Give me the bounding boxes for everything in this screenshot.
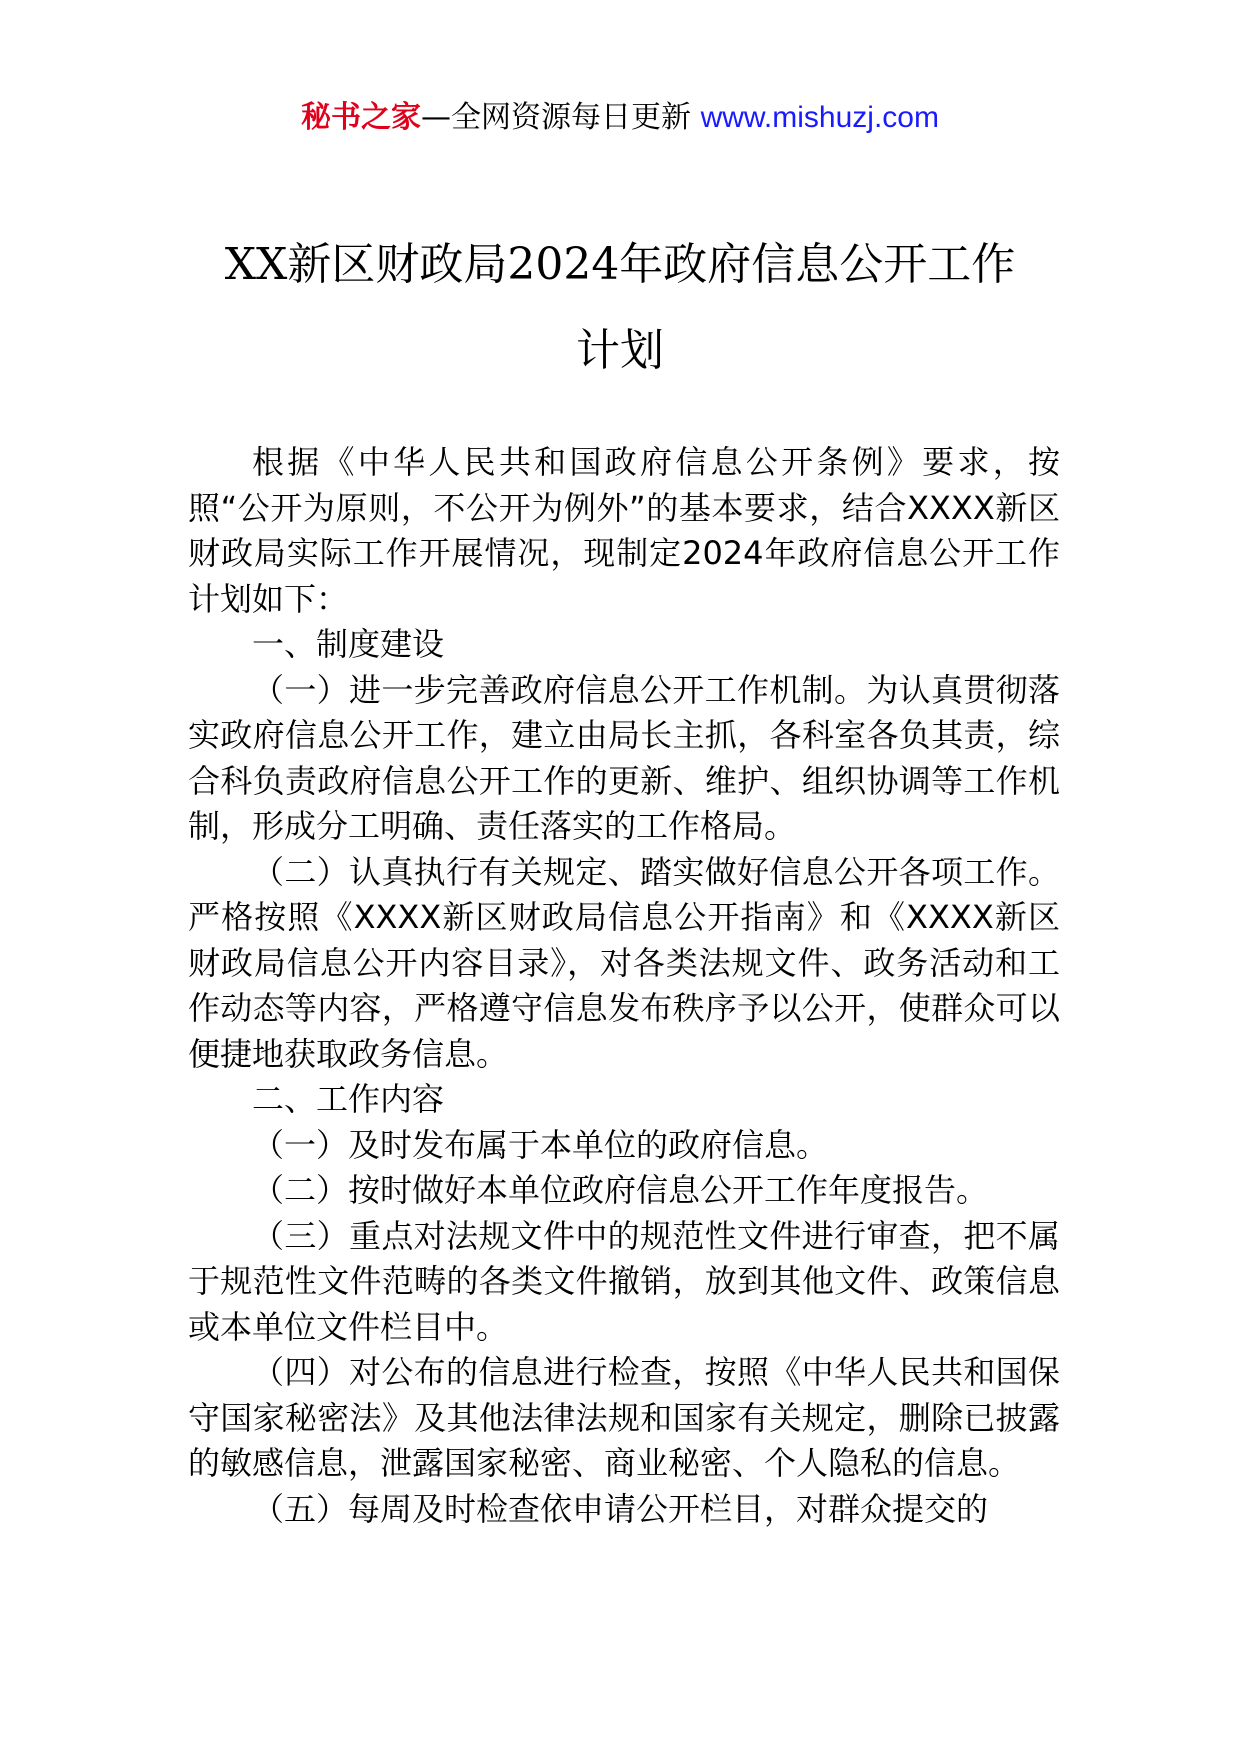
body-paragraph: （二）按时做好本单位政府信息公开工作年度报告。 — [252, 1171, 989, 1209]
document-title — [150, 222, 1090, 394]
body-paragraph: （四）对公布的信息进行检查，按照《中华人民共和国保守国家秘密法》及其他法律法规和国家有关规定，删除已披露的敏感信息，泄露国家秘密、商业秘密、个人隐私的信息。 — [188, 1353, 1060, 1482]
body-paragraph: （五）每周及时检查依申请公开栏目，对群众提交的 — [252, 1489, 989, 1528]
site-header — [0, 98, 1240, 138]
site-url-link[interactable]: www.mishuzj.com — [700, 101, 939, 134]
document-title-line-1: XX新区财政局2024年政府信息公开工作 — [224, 239, 1016, 290]
body-paragraph: （一）进一步完善政府信息公开工作机制。为认真贯彻落实政府信息公开工作，建立由局长主抓，各科室各负其责，综合科负责政府信息公开工作的更新、维护、组织协调等工作机制，形成分工明确、责任落实的工作格局。 — [188, 670, 1060, 845]
section-heading: 一、制度建设 — [252, 625, 445, 663]
document-body — [188, 440, 1060, 1532]
body-paragraph: （一）及时发布属于本单位的政府信息。 — [252, 1125, 829, 1164]
body-paragraph: （二）认真执行有关规定、踏实做好信息公开各项工作。严格按照《XXXX新区财政局信息公开指南》和《XXXX新区财政局信息公开内容目录》，对各类法规文件、政务活动和工作动态等内容，严格遵守信息发布秩序予以公开，使群众可以便捷地获取政务信息。 — [188, 852, 1060, 1073]
body-paragraph: （三）重点对法规文件中的规范性文件进行审查，把不属于规范性文件范畴的各类文件撤销，放到其他文件、政策信息或本单位文件栏目中。 — [188, 1216, 1060, 1346]
site-slogan: —全网资源每日更新 — [421, 100, 701, 135]
site-brand: 秘书之家 — [301, 100, 422, 135]
document-title-line-2: 计划 — [576, 325, 664, 376]
body-paragraph: 根据《中华人民共和国政府信息公开条例》要求，按照“公开为原则，不公开为例外”的基本要求，结合XXXX新区财政局实际工作开展情况，现制定2024年政府信息公开工作计划如下： — [188, 443, 1060, 618]
section-heading: 二、工作内容 — [252, 1080, 445, 1118]
